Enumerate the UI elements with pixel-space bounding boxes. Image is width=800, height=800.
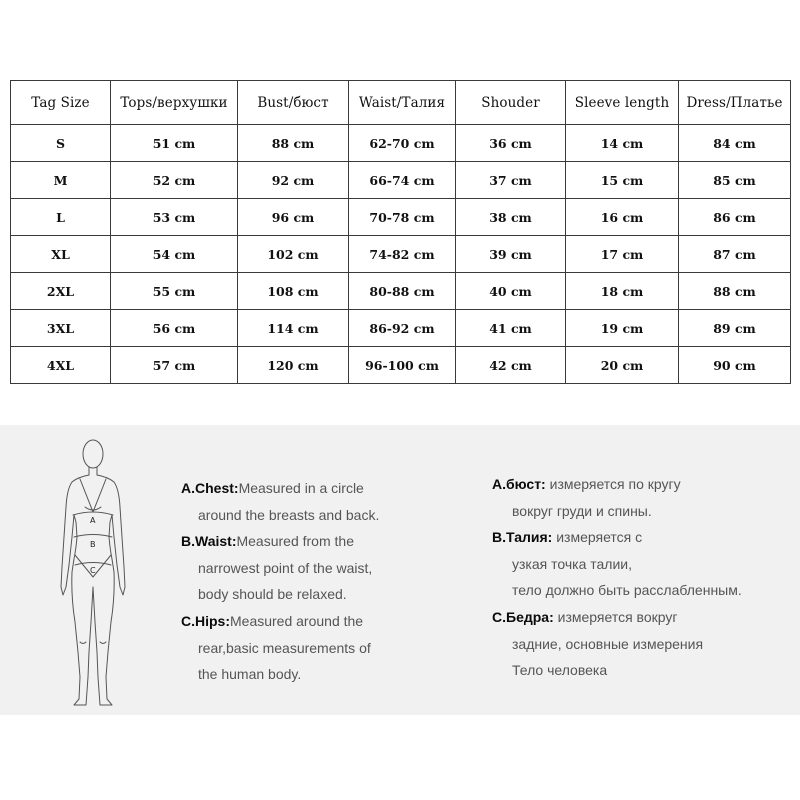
table-cell: 55 cm [111, 273, 238, 310]
table-cell: 87 cm [679, 236, 791, 273]
table-cell: 42 cm [456, 347, 566, 384]
table-cell: 84 cm [679, 125, 791, 162]
measurement-guide [0, 425, 800, 715]
body-figure-illustration [48, 437, 138, 709]
table-cell: 56 cm [111, 310, 238, 347]
table-row [11, 236, 791, 273]
hips-text: Measured around the [230, 612, 364, 629]
guide-english [181, 475, 471, 688]
table-cell: 74-82 cm [349, 236, 456, 273]
table-cell: 4XL [11, 347, 111, 384]
table-header-row [11, 81, 791, 125]
header-sleeve-length: Sleeve length [566, 81, 679, 125]
header-bust: Bust/бюст [238, 81, 349, 125]
table-cell: 54 cm [111, 236, 238, 273]
table-cell: S [11, 125, 111, 162]
header-shoulder: Shouder [456, 81, 566, 125]
table-cell: 102 cm [238, 236, 349, 273]
bust-text-ru: измеряется по кругу [545, 476, 681, 492]
hips-text-line-ru: Тело человека [512, 662, 608, 679]
size-chart-table [10, 80, 791, 384]
hips-text-line: the human body. [198, 666, 302, 683]
table-cell: 19 cm [566, 310, 679, 347]
table-cell: 88 cm [238, 125, 349, 162]
table-cell: L [11, 199, 111, 236]
header-dress: Dress/Платье [679, 81, 791, 125]
figure-label-a: A [90, 516, 96, 525]
waist-text-line: narrowest point of the waist, [198, 559, 373, 576]
table-cell: 80-88 cm [349, 273, 456, 310]
hips-label: C.Hips: [181, 612, 230, 629]
figure-label-b: B [90, 540, 96, 549]
table-cell: 96-100 cm [349, 347, 456, 384]
hips-definition-ru [492, 604, 792, 631]
table-row [11, 162, 791, 199]
table-cell: 52 cm [111, 162, 238, 199]
waist-text-ru: измеряется с [552, 529, 643, 546]
header-waist: Waist/Талия [349, 81, 456, 125]
waist-text-line-ru: узкая точка талии, [512, 555, 632, 572]
table-cell: 62-70 cm [349, 125, 456, 162]
table-cell: 39 cm [456, 236, 566, 273]
table-row [11, 347, 791, 384]
header-tag-size: Tag Size [11, 81, 111, 125]
bust-definition-ru [492, 471, 792, 498]
table-cell: 108 cm [238, 273, 349, 310]
hips-text-line: rear,basic measurements of [198, 639, 371, 656]
hips-text-line-ru: задние, основные измерения [512, 635, 704, 652]
hips-definition [181, 608, 471, 635]
table-cell: 15 cm [566, 162, 679, 199]
table-cell: 96 cm [238, 199, 349, 236]
chest-text-line: around the breasts and back. [198, 506, 380, 523]
table-cell: 16 cm [566, 199, 679, 236]
table-cell: 51 cm [111, 125, 238, 162]
table-cell: 66-74 cm [349, 162, 456, 199]
table-cell: 92 cm [238, 162, 349, 199]
chest-definition [181, 475, 471, 502]
guide-russian [492, 471, 792, 684]
figure-label-c: C [90, 566, 96, 575]
waist-text-line-ru: тело должно быть расслабленным. [512, 582, 742, 599]
table-row [11, 125, 791, 162]
waist-label: B.Waist: [181, 533, 237, 550]
waist-definition-ru [492, 524, 792, 551]
waist-text-line: body should be relaxed. [198, 586, 347, 603]
header-tops: Tops/верхушки [111, 81, 238, 125]
table-cell: 41 cm [456, 310, 566, 347]
table-cell: 38 cm [456, 199, 566, 236]
table-cell: 2XL [11, 273, 111, 310]
waist-definition [181, 528, 471, 555]
table-cell: XL [11, 236, 111, 273]
table-cell: 37 cm [456, 162, 566, 199]
chest-text: Measured in a circle [238, 480, 364, 496]
table-cell: 90 cm [679, 347, 791, 384]
table-cell: M [11, 162, 111, 199]
table-row [11, 310, 791, 347]
table-cell: 120 cm [238, 347, 349, 384]
table-cell: 14 cm [566, 125, 679, 162]
bust-label-ru: A.бюст: [492, 476, 546, 492]
table-cell: 20 cm [566, 347, 679, 384]
hips-text-ru: измеряется вокруг [553, 608, 678, 625]
waist-text: Measured from the [236, 533, 354, 550]
waist-label-ru: B.Талия: [492, 529, 553, 546]
table-cell: 89 cm [679, 310, 791, 347]
table-cell: 70-78 cm [349, 199, 456, 236]
table-cell: 18 cm [566, 273, 679, 310]
bust-text-line-ru: вокруг груди и спины. [512, 502, 652, 519]
table-cell: 3XL [11, 310, 111, 347]
table-cell: 114 cm [238, 310, 349, 347]
table-cell: 40 cm [456, 273, 566, 310]
table-cell: 86 cm [679, 199, 791, 236]
table-cell: 86-92 cm [349, 310, 456, 347]
table-cell: 17 cm [566, 236, 679, 273]
table-cell: 88 cm [679, 273, 791, 310]
table-row [11, 273, 791, 310]
chest-label: A.Chest: [181, 480, 239, 496]
table-cell: 57 cm [111, 347, 238, 384]
table-row [11, 199, 791, 236]
table-cell: 53 cm [111, 199, 238, 236]
table-cell: 85 cm [679, 162, 791, 199]
table-cell: 36 cm [456, 125, 566, 162]
hips-label-ru: C.Бедра: [492, 608, 554, 625]
